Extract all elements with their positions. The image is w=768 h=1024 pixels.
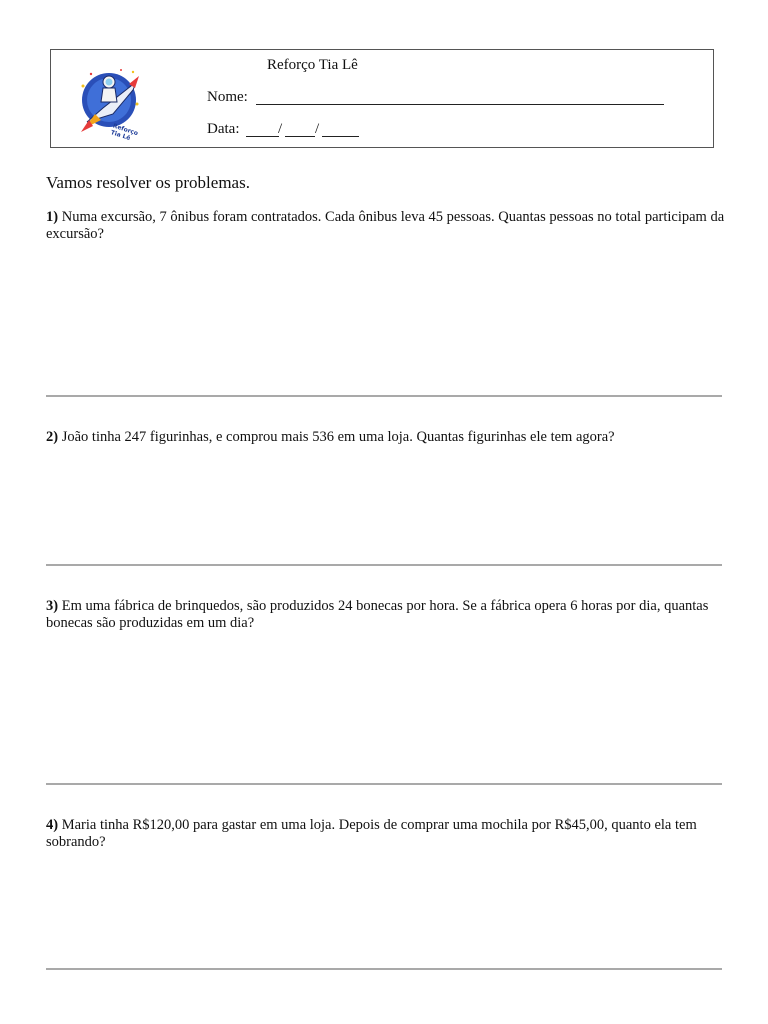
question-3 <box>46 598 726 632</box>
answer-divider <box>46 968 722 970</box>
date-day-field[interactable] <box>246 136 279 137</box>
answer-divider <box>46 783 722 785</box>
question-text: Maria tinha R$120,00 para gastar em uma loja. Depois de comprar uma mochila por R$45,00, quanto ela tem sobrando? <box>46 817 697 850</box>
answer-divider <box>46 395 722 397</box>
date-year-field[interactable] <box>322 136 359 137</box>
question-text: Numa excursão, 7 ônibus foram contratados. Cada ônibus leva 45 pessoas. Quantas pessoas no total participam da excursão? <box>46 209 725 242</box>
question-2 <box>46 429 726 446</box>
data-label: Data: <box>207 121 240 137</box>
question-number: 4) <box>46 817 59 833</box>
question-1 <box>46 209 726 243</box>
date-separator: / <box>278 121 283 137</box>
question-number: 1) <box>46 209 59 225</box>
worksheet-title: Reforço Tia Lê <box>267 57 358 73</box>
date-month-field[interactable] <box>285 136 315 137</box>
question-number: 3) <box>46 598 59 614</box>
question-text: Em uma fábrica de brinquedos, são produzidos 24 bonecas por hora. Se a fábrica opera 6 horas por dia, quantas bonecas são produzidas em um dia? <box>46 598 709 631</box>
nome-label: Nome: <box>207 89 248 105</box>
date-separator: / <box>315 121 320 137</box>
nome-field[interactable] <box>256 104 664 105</box>
rocket-logo-icon <box>73 64 149 143</box>
question-number: 2) <box>46 429 59 445</box>
logo-text: Reforço Tia Lê <box>109 122 139 143</box>
instructions: Vamos resolver os problemas. <box>46 173 250 192</box>
answer-divider <box>46 564 722 566</box>
header-box <box>50 49 714 148</box>
question-4 <box>46 817 726 851</box>
question-text: João tinha 247 figurinhas, e comprou mais 536 em uma loja. Quantas figurinhas ele tem agora? <box>61 429 615 445</box>
